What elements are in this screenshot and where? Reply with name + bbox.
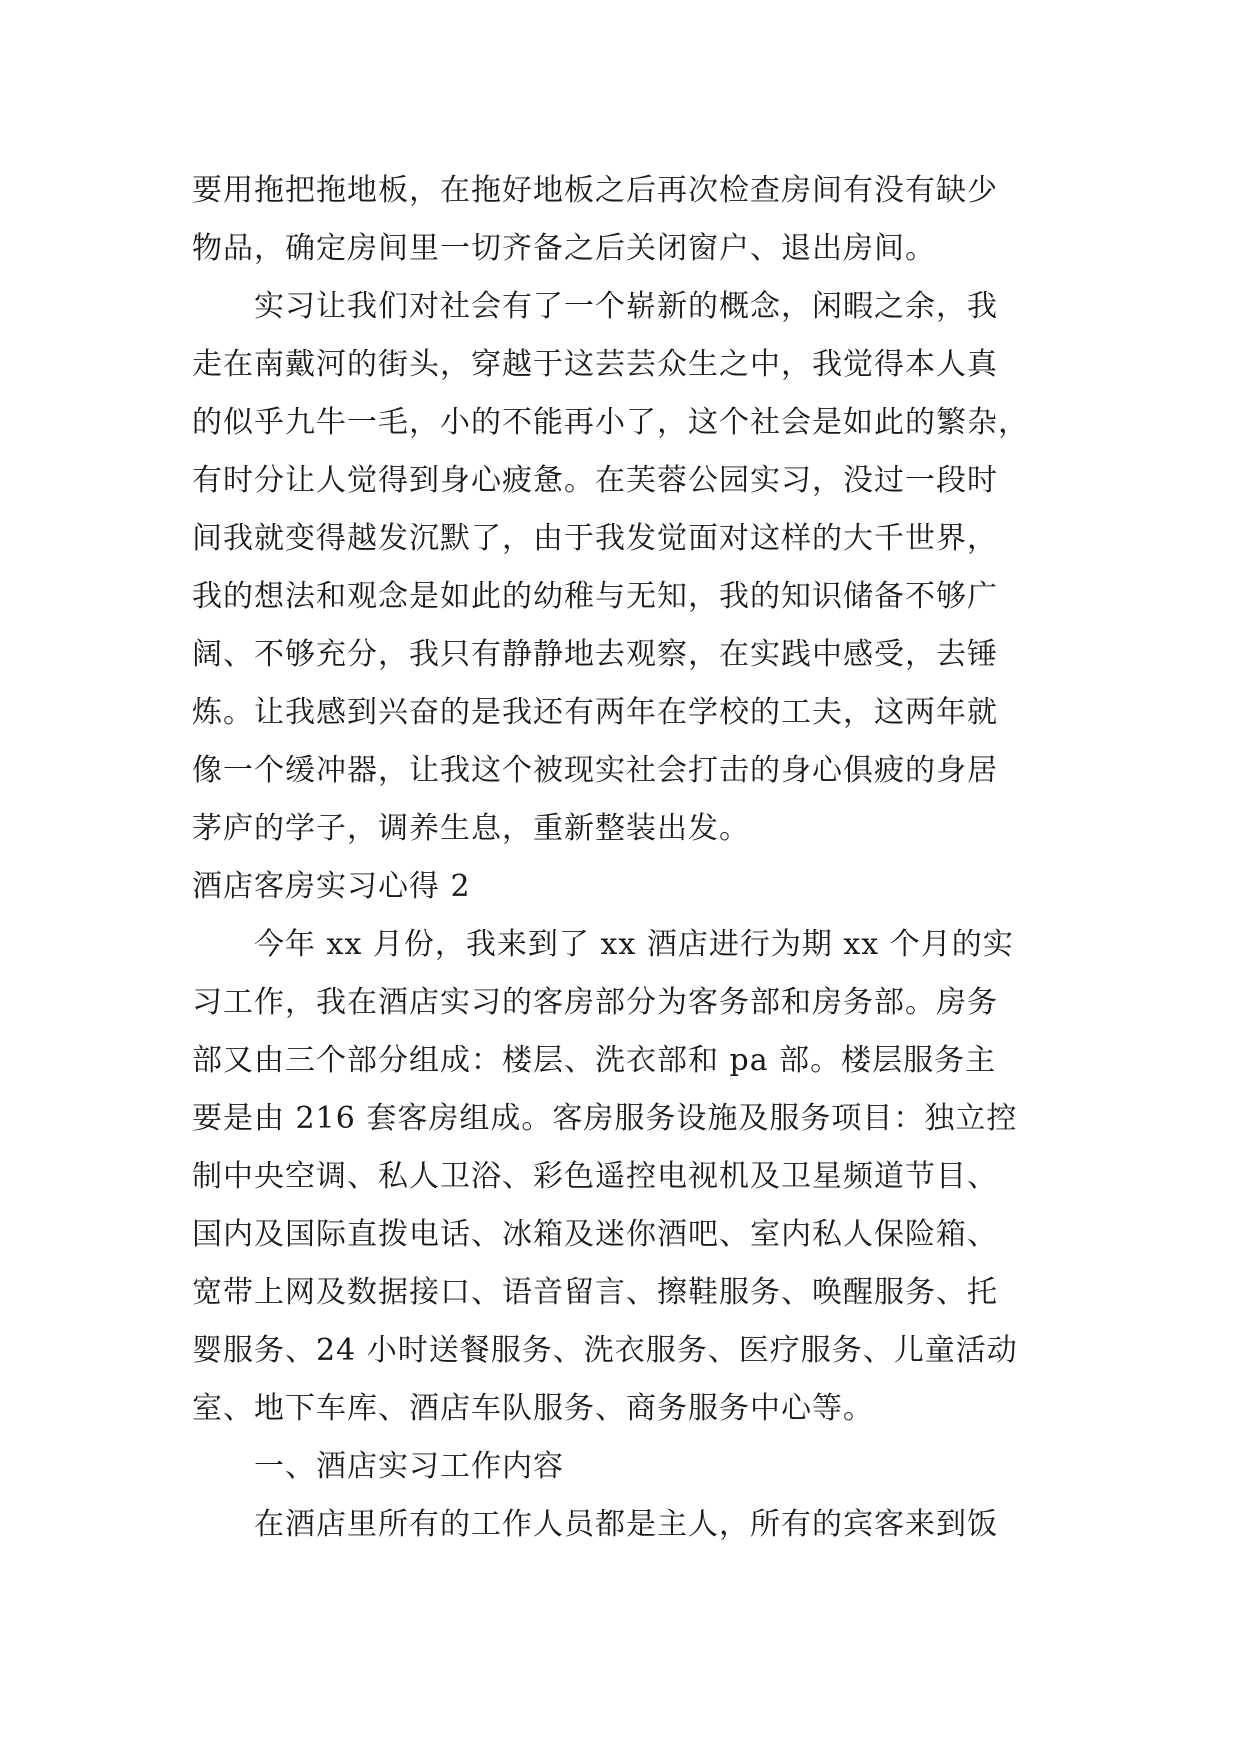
text-line: 婴服务、24 小时送餐服务、洗衣服务、医疗服务、儿童活动 [192, 1333, 1018, 1368]
text-line: 炼。让我感到兴奋的是我还有两年在学校的工夫，这两年就 [192, 695, 998, 730]
text-line: 国内及国际直拨电话、冰箱及迷你酒吧、室内私人保险箱、 [192, 1217, 998, 1252]
text-line: 茅庐的学子，调养生息，重新整装出发。 [192, 811, 750, 846]
text-line: 在酒店里所有的工作人员都是主人，所有的宾客来到饭 [254, 1507, 998, 1542]
text-line: 部又由三个部分组成：楼层、洗衣部和 pa 部。楼层服务主 [192, 1043, 997, 1078]
text-line: 宽带上网及数据接口、语音留言、擦鞋服务、唤醒服务、托 [192, 1275, 998, 1310]
text-line: 室、地下车库、酒店车队服务、商务服务中心等。 [192, 1391, 874, 1426]
text-line: 走在南戴河的街头，穿越于这芸芸众生之中，我觉得本人真 [192, 347, 998, 382]
text-line: 要用拖把拖地板，在拖好地板之后再次检查房间有没有缺少 [192, 173, 998, 208]
paragraph [192, 1496, 1052, 1554]
text-line: 物品，确定房间里一切齐备之后关闭窗户、退出房间。 [192, 231, 936, 266]
text-line: 像一个缓冲器，让我这个被现实社会打击的身心俱疲的身居 [192, 753, 998, 788]
document-body [192, 162, 1052, 1554]
paragraph [192, 278, 1052, 858]
text-line: 习工作，我在酒店实习的客房部分为客务部和房务部。房务 [192, 985, 998, 1020]
text-line: 制中央空调、私人卫浴、彩色遥控电视机及卫星频道节目、 [192, 1159, 998, 1194]
text-line: 间我就变得越发沉默了，由于我发觉面对这样的大千世界， [192, 521, 998, 556]
section-title: 酒店客房实习心得 2 [192, 869, 471, 904]
paragraph [192, 162, 1052, 278]
text-line: 实习让我们对社会有了一个崭新的概念，闲暇之余，我 [254, 289, 998, 324]
text-line: 有时分让人觉得到身心疲惫。在芙蓉公园实习，没过一段时 [192, 463, 998, 498]
text-line: 阔、不够充分，我只有静静地去观察，在实践中感受，去锤 [192, 637, 998, 672]
text-line: 我的想法和观念是如此的幼稚与无知，我的知识储备不够广 [192, 579, 998, 614]
text-line: 要是由 216 套客房组成。客房服务设施及服务项目：独立控 [192, 1101, 1018, 1136]
text-line: 今年 xx 月份，我来到了 xx 酒店进行为期 xx 个月的实 [254, 927, 1014, 962]
paragraph [192, 916, 1052, 1438]
text-line: 的似乎九牛一毛，小的不能再小了，这个社会是如此的繁杂， [192, 405, 1029, 440]
subheading: 一、酒店实习工作内容 [254, 1449, 564, 1484]
